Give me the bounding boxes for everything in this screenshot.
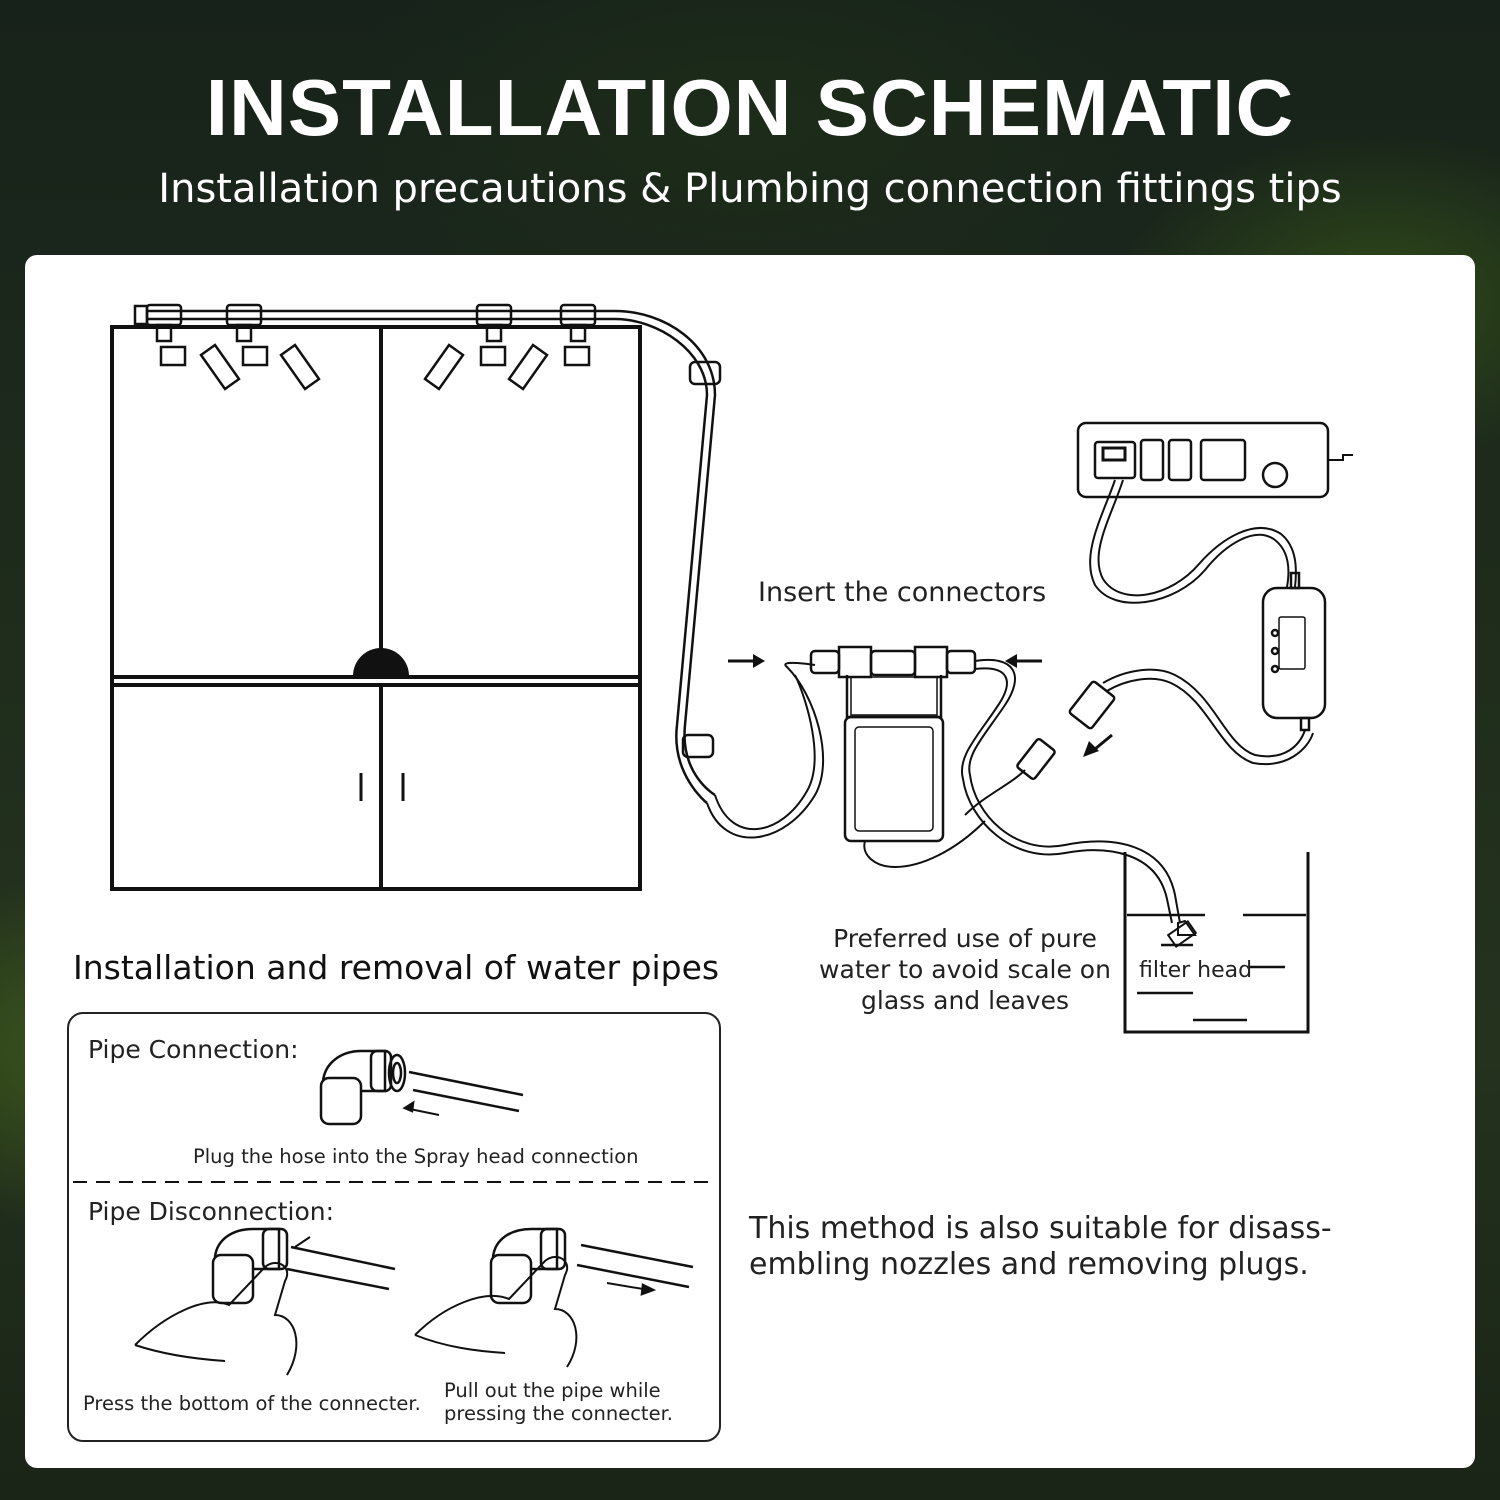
schematic-panel — [25, 255, 1475, 1468]
pipe-disconnection-title: Pipe Disconnection: — [88, 1197, 335, 1226]
pipes-section-heading: Installation and removal of water pipes — [73, 948, 720, 987]
method-note: This method is also suitable for disass-embling nozzles and removing plugs. — [749, 1211, 1332, 1282]
power-strip-drawing — [1078, 423, 1353, 603]
pump-drawing — [811, 647, 985, 867]
water-tank-drawing — [1125, 852, 1308, 1032]
pipe-instructions-box — [67, 1012, 721, 1442]
press-connector-caption: Press the bottom of the connecter. — [83, 1392, 421, 1415]
inlet-tube-drawing — [707, 663, 823, 838]
spray-pipe-drawing — [135, 305, 720, 803]
insert-connectors-label: Insert the connectors — [758, 577, 1047, 608]
connector-plug-drawing — [965, 670, 1313, 815]
filter-head-label: filter head — [1139, 958, 1253, 983]
pipe-connection-title: Pipe Connection: — [88, 1035, 299, 1064]
pull-pipe-caption: Pull out the pipe while pressing the connecter. — [444, 1379, 673, 1425]
page-subtitle: Installation precautions & Plumbing connection fittings tips — [158, 166, 1342, 212]
pipe-connection-caption: Plug the hose into the Spray head connection — [193, 1145, 639, 1168]
plug-arrow-drawing — [1083, 735, 1112, 757]
terrarium-cabinet-drawing — [112, 327, 640, 889]
pure-water-note: Preferred use of pure water to avoid scale on glass and leaves — [819, 924, 1111, 1015]
page-title: INSTALLATION SCHEMATIC — [205, 63, 1295, 152]
timer-controller-drawing — [1263, 573, 1325, 730]
